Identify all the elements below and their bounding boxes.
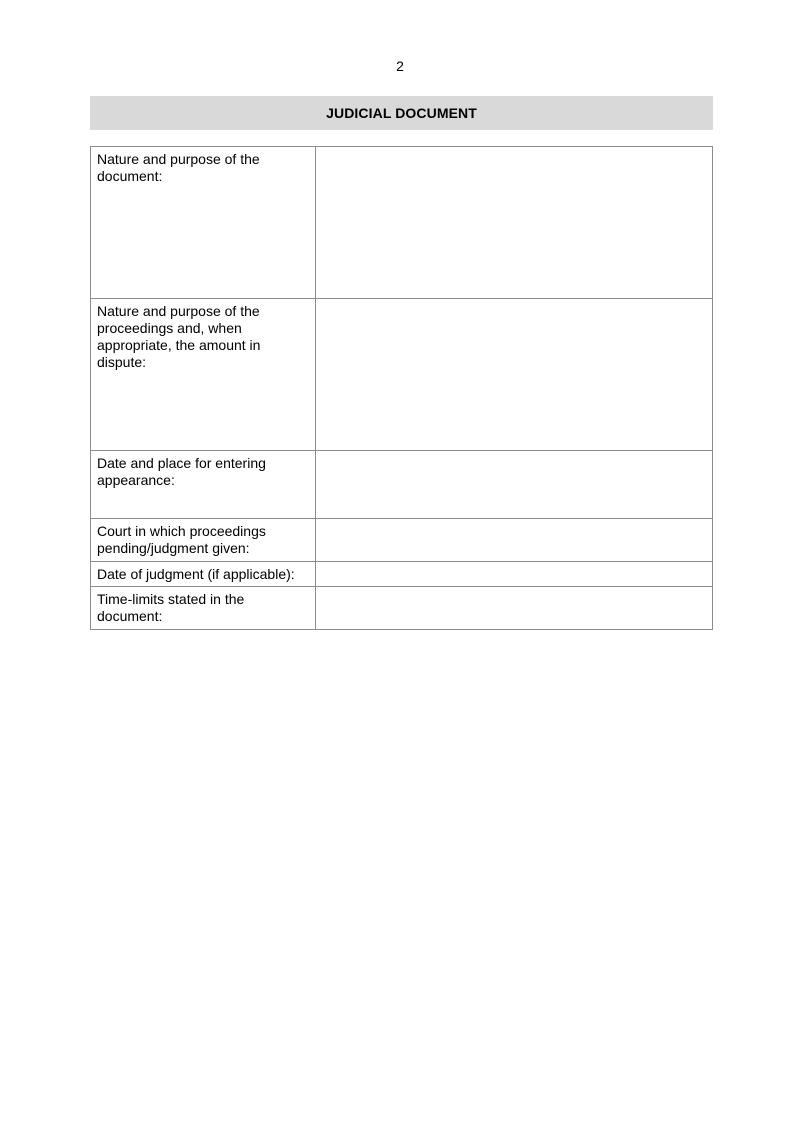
- field-value[interactable]: [316, 562, 713, 587]
- form-row-entering-appearance: [91, 451, 713, 519]
- judicial-document-form: [90, 146, 713, 630]
- field-value[interactable]: [316, 587, 713, 630]
- field-label: Date and place for entering appearance:: [91, 451, 316, 519]
- field-label: Nature and purpose of the document:: [91, 147, 316, 299]
- form-row-date-judgment: [91, 562, 713, 587]
- page-number: 2: [396, 58, 404, 74]
- field-value[interactable]: [316, 519, 713, 562]
- field-value[interactable]: [316, 147, 713, 299]
- field-value[interactable]: [316, 299, 713, 451]
- field-label: Court in which proceedings pending/judgment given:: [91, 519, 316, 562]
- field-label: Time-limits stated in the document:: [91, 587, 316, 630]
- section-title: JUDICIAL DOCUMENT: [326, 105, 477, 121]
- form-row-nature-proceedings: [91, 299, 713, 451]
- field-value[interactable]: [316, 451, 713, 519]
- field-label: Date of judgment (if applicable):: [91, 562, 316, 587]
- form-row-nature-document: [91, 147, 713, 299]
- section-header: [90, 96, 713, 130]
- form-row-court: [91, 519, 713, 562]
- form-row-time-limits: [91, 587, 713, 630]
- field-label: Nature and purpose of the proceedings and, when appropriate, the amount in dispute:: [91, 299, 316, 451]
